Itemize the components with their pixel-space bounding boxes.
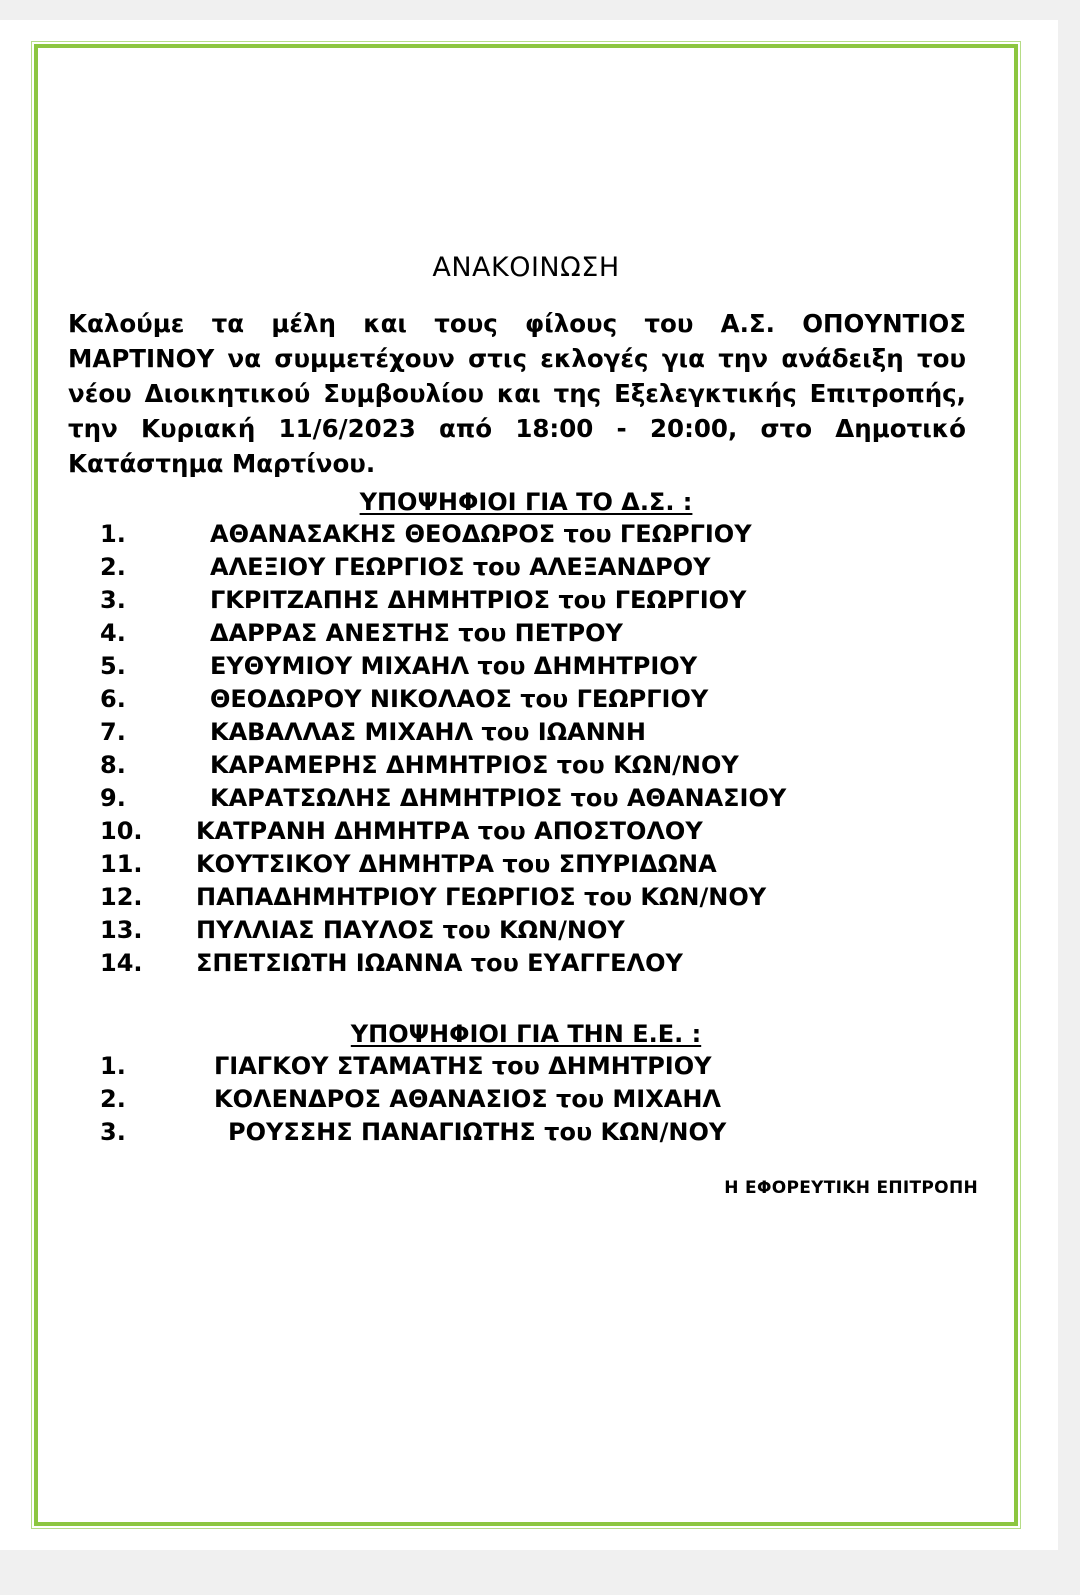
list-item xyxy=(100,848,960,881)
list-item-number: 1. xyxy=(100,1052,126,1080)
list-item xyxy=(100,716,960,749)
list-item xyxy=(100,782,960,815)
list-item xyxy=(100,815,960,848)
list-item-number: 5. xyxy=(100,652,126,680)
audit-candidates-heading: ΥΠΟΨΗΦΙΟΙ ΓΙΑ ΤΗΝ Ε.Ε. : xyxy=(350,1020,702,1048)
list-item-name: ΡΟΥΣΣΗΣ ΠΑΝΑΓΙΩΤΗΣ του ΚΩΝ/ΝΟΥ xyxy=(228,1118,727,1146)
announcement-frame xyxy=(34,44,1018,1526)
list-item xyxy=(100,1116,960,1149)
list-item-number: 14. xyxy=(100,949,143,977)
list-item-name: ΚΟΛΕΝΔΡΟΣ ΑΘΑΝΑΣΙΟΣ του ΜΙΧΑΗΛ xyxy=(214,1085,721,1113)
list-item-name: ΔΑΡΡΑΣ ΑΝΕΣΤΗΣ του ΠΕΤΡΟΥ xyxy=(210,619,623,647)
list-item-name: ΚΑΒΑΛΛΑΣ ΜΙΧΑΗΛ του ΙΩΑΝΝΗ xyxy=(210,718,646,746)
list-item-number: 6. xyxy=(100,685,126,713)
list-item-number: 2. xyxy=(100,553,126,581)
list-item-name: ΓΙΑΓΚΟΥ ΣΤΑΜΑΤΗΣ του ΔΗΜΗΤΡΙΟΥ xyxy=(214,1052,712,1080)
signature: Η ΕΦΟΡΕΥΤΙΚΗ ΕΠΙΤΡΟΠΗ xyxy=(724,1178,978,1198)
document-sheet xyxy=(0,20,1058,1550)
list-item-name: ΣΠΕΤΣΙΩΤΗ ΙΩΑΝΝΑ του ΕΥΑΓΓΕΛΟΥ xyxy=(196,949,683,977)
list-item xyxy=(100,551,960,584)
list-item xyxy=(100,749,960,782)
list-item-number: 2. xyxy=(100,1085,126,1113)
list-item-number: 11. xyxy=(100,850,143,878)
list-item xyxy=(100,947,960,980)
list-item xyxy=(100,1050,960,1083)
list-item-name: ΠΑΠΑΔΗΜΗΤΡΙΟΥ ΓΕΩΡΓΙΟΣ του ΚΩΝ/ΝΟΥ xyxy=(196,883,767,911)
list-item-number: 12. xyxy=(100,883,143,911)
list-item-number: 13. xyxy=(100,916,143,944)
list-item xyxy=(100,683,960,716)
list-item-number: 3. xyxy=(100,586,126,614)
list-item-number: 10. xyxy=(100,817,143,845)
list-item-number: 9. xyxy=(100,784,126,812)
list-item-name: ΚΑΡΑΤΣΩΛΗΣ ΔΗΜΗΤΡΙΟΣ του ΑΘΑΝΑΣΙΟΥ xyxy=(210,784,787,812)
list-item xyxy=(100,914,960,947)
list-item-name: ΘΕΟΔΩΡΟΥ ΝΙΚΟΛΑΟΣ του ΓΕΩΡΓΙΟΥ xyxy=(210,685,709,713)
list-item-number: 1. xyxy=(100,520,126,548)
board-candidates-list xyxy=(100,518,960,980)
list-item xyxy=(100,1083,960,1116)
list-item xyxy=(100,650,960,683)
list-item-number: 7. xyxy=(100,718,126,746)
announcement-title: ΑΝΑΚΟΙΝΩΣΗ xyxy=(432,252,620,283)
list-item-name: ΚΑΤΡΑΝΗ ΔΗΜΗΤΡΑ του ΑΠΟΣΤΟΛΟΥ xyxy=(196,817,703,845)
audit-candidates-list xyxy=(100,1050,960,1149)
list-item xyxy=(100,617,960,650)
list-item-name: ΠΥΛΛΙΑΣ ΠΑΥΛΟΣ του ΚΩΝ/ΝΟΥ xyxy=(196,916,625,944)
list-item-name: ΑΘΑΝΑΣΑΚΗΣ ΘΕΟΔΩΡΟΣ του ΓΕΩΡΓΙΟΥ xyxy=(210,520,752,548)
list-item-number: 4. xyxy=(100,619,126,647)
list-item-name: ΚΑΡΑΜΕΡΗΣ ΔΗΜΗΤΡΙΟΣ του ΚΩΝ/ΝΟΥ xyxy=(210,751,739,779)
list-item xyxy=(100,584,960,617)
board-candidates-heading: ΥΠΟΨΗΦΙΟΙ ΓΙΑ ΤΟ Δ.Σ. : xyxy=(359,488,693,516)
list-item-name: ΚΟΥΤΣΙΚΟΥ ΔΗΜΗΤΡΑ του ΣΠΥΡΙΔΩΝΑ xyxy=(196,850,717,878)
list-item xyxy=(100,881,960,914)
list-item-name: ΑΛΕΞΙΟΥ ΓΕΩΡΓΙΟΣ του ΑΛΕΞΑΝΔΡΟΥ xyxy=(210,553,711,581)
list-item-name: ΕΥΘΥΜΙΟΥ ΜΙΧΑΗΛ του ΔΗΜΗΤΡΙΟΥ xyxy=(210,652,698,680)
list-item xyxy=(100,518,960,551)
announcement-intro: Καλούμε τα μέλη και τους φίλους του Α.Σ. ΟΠΟΥΝΤΙΟΣ ΜΑΡΤΙΝΟΥ να συμμετέχουν στις εκλογές για την ανάδειξη του νέου Διοικητικού Συμβουλίου και της Εξελεγκτικής Επιτροπής, την Κυριακή 11/6/2023 από 18:00 - 20:00, στο Δημοτικό Κατάστημα Μαρτίνου. xyxy=(68,309,966,478)
list-item-number: 8. xyxy=(100,751,126,779)
list-item-name: ΓΚΡΙΤΖΑΠΗΣ ΔΗΜΗΤΡΙΟΣ του ΓΕΩΡΓΙΟΥ xyxy=(210,586,747,614)
list-item-number: 3. xyxy=(100,1118,126,1146)
